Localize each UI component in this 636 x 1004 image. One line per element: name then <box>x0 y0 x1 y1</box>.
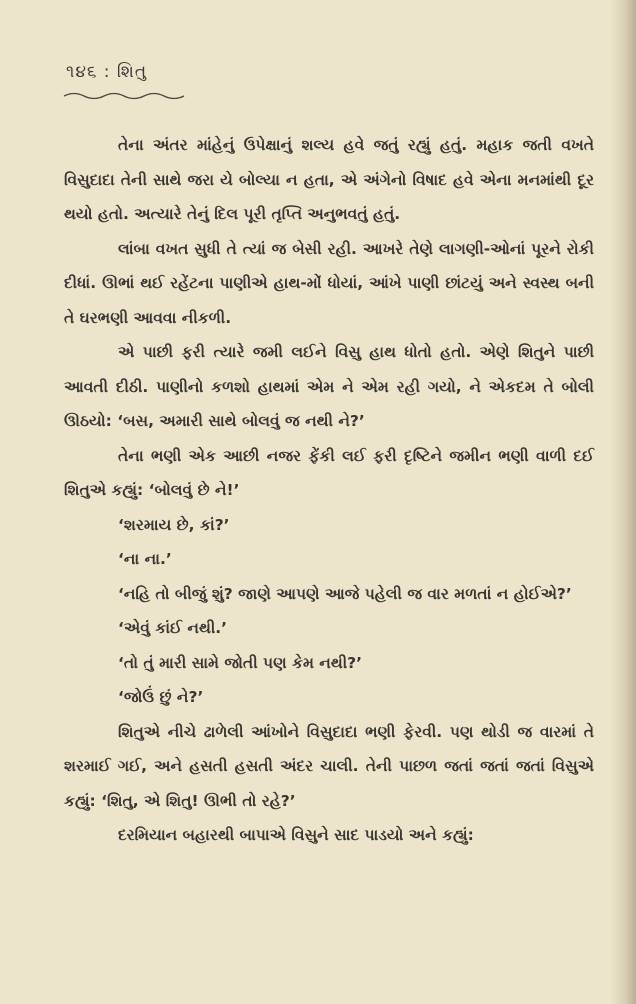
header-flourish-icon <box>62 90 192 104</box>
dialogue-line: ‘તો તું મારી સામે જોતી પણ કેમ નથી?’ <box>118 653 363 672</box>
paragraph: તેના ભણી એક આછી નજર ફેંકી લઈ ફરી દૃષ્ટિને જમીન ભણી વાળી દઈ શિતુએ કહ્યું: ‘બોલવું છે ને!’ <box>64 446 594 499</box>
dialogue-line: ‘જોઉં છું ને?’ <box>118 688 204 706</box>
paragraph: દરમિયાન બહારથી બાપાએ વિસુને સાદ પાડયો અને કહ્યું: <box>118 826 474 844</box>
paragraph: શિતુએ નીચે ઢાળેલી આંખોને વિસુદાદા ભણી ફેરવી. પણ થોડી જ વારમાં તે શરમાઈ ગઈ, અને હસતી હસતી અંદર ચાલી. તેની પાછળ જતાં જતાં જતાં વિસુએ કહ્યું: ‘શિતુ, એ શિતુ! ઊભી તો રહે?’ <box>64 722 594 810</box>
paragraph: લાંબા વખત સુધી તે ત્યાં જ બેસી રહી. આખરે તેણે લાગણી-ઓનાં પૂરને રોકી દીધાં. ઊભાં થઈ રહેંટના પાણીએ હાથ-મોં ધોયાં, આંખે પાણી છાંટયું અને સ્વસ્થ બની તે ઘરભણી આવવા નીકળી. <box>64 239 594 327</box>
dialogue-line: ‘એવું કાંઈ નથી.’ <box>118 619 228 637</box>
paragraph: એ પાછી ફરી ત્યારે જમી લઈને વિસુ હાથ ધોતો હતો. એણે શિતુને પાછી આવતી દીઠી. પાણીનો કળશો હાથમાં એમ ને એમ રહી ગયો, ને એકદમ તે બોલી ઊઠયો: ‘બસ, અમારી સાથે બોલવું જ નથી ને?’ <box>64 343 594 430</box>
running-head: ૧૪૬ : શિતુ <box>66 62 148 82</box>
book-gutter-shadow <box>610 0 636 1004</box>
dialogue-line: ‘ના ના.’ <box>118 550 172 568</box>
paragraph: તેના અંતર માંહેનું ઉપેક્ષાનું શલ્ય હવે જતું રહ્યું હતું. મહાક જતી વખતે વિસુદાદા તેની સાથે જરા યે બોલ્યા ન હતા, એ અંગેનો વિષાદ હવે એના મનમાંથી દૂર થયો હતો. અત્યારે તેનું દિલ પૂરી તૃપ્તિ અનુભવતું હતું. <box>64 136 594 223</box>
dialogue-line: ‘નહિ તો બીજું શું? જાણે આપણે આજે પહેલી જ વાર મળતાં ન હોઈએ?’ <box>118 584 572 603</box>
page-body <box>64 128 594 853</box>
dialogue-line: ‘શરમાય છે, કાં?’ <box>118 515 230 534</box>
